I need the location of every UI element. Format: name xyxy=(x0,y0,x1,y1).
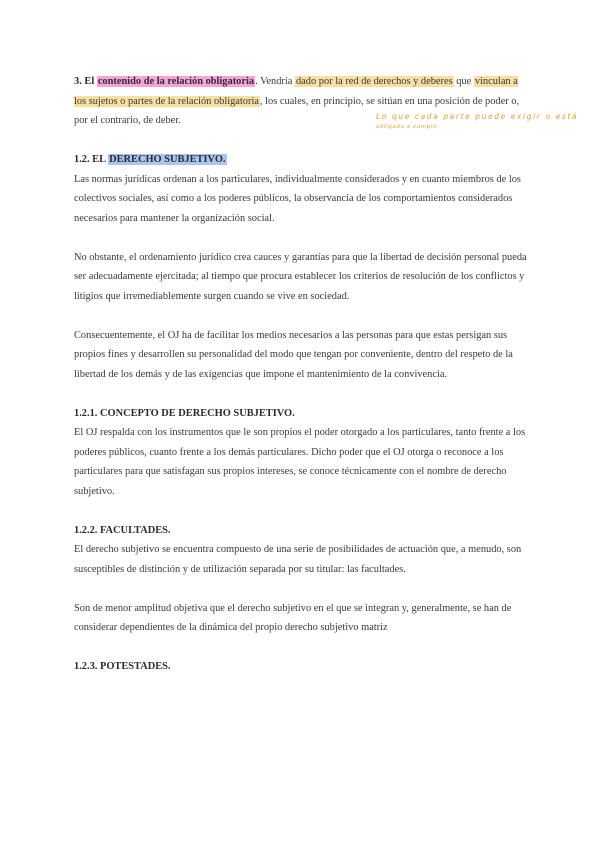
highlight-yellow: dado por la red de derechos y deberes xyxy=(295,76,453,87)
section-3-number: 3. El xyxy=(74,76,97,87)
paragraph: El OJ respalda con los instrumentos que le son propios el poder otorgado a los particulares, tanto frente a los poderes públicos, cuanto frente a los demás particulares. Dicho poder que el OJ otorga o reconoce a los particulares para que satisfagan sus propios intereses, se conoce técnicamente con el nombre de derecho subjetivo. xyxy=(74,427,526,497)
highlight-blue: DERECHO SUBJETIVO. xyxy=(109,154,226,165)
paragraph: No obstante, el ordenamiento jurídico crea cauces y garantías para que la libertad de decisión personal pueda ser adecuadamente ejercitada; al tiempo que procura establecer los criterios de resolución de los conflictos y litigios que irremediablemente surgen cuando se vive en sociedad. xyxy=(74,251,527,302)
paragraph: Son de menor amplitud objetiva que el derecho subjetivo en el que se integran y, generalmente, se han de considerar dependientes de la dinámica del propio derecho subjetivo matriz xyxy=(74,602,512,633)
document-body xyxy=(74,72,530,677)
text-run: que xyxy=(453,76,474,87)
annotation-line-2: obligada a cumplir. xyxy=(376,124,440,130)
highlight-yellow: vinculan a los sujetos o partes de la relación obligatoria xyxy=(74,76,518,107)
paragraph: El derecho subjetivo se encuentra compuesto de una serie de posibilidades de actuación que, a menudo, son susceptibles de distinción y de utilización separada por su titular: las facultades. xyxy=(74,544,522,575)
section-1-2-1-heading: 1.2.1. CONCEPTO DE DERECHO SUBJETIVO. xyxy=(74,407,295,419)
handwritten-annotation xyxy=(376,112,586,132)
section-1-2-heading xyxy=(74,150,530,170)
text-run: , los cuales, en principio, se sitúan en una posición de poder o, por el contrario, de deber. xyxy=(74,95,520,126)
heading-prefix: 1.2. EL xyxy=(74,154,109,165)
text-run: . Vendría xyxy=(255,76,295,87)
paragraph: Consecuentemente, el OJ ha de facilitar los medios necesarios a las personas para que estas persigan sus propios fines y desarrollen su personalidad del modo que tengan por conveniente, dentro del respeto de la libertad de los demás y de las exigencias que impone el mantenimiento de la convivencia. xyxy=(74,329,513,380)
section-1-2-2-heading: 1.2.2. FACULTADES. xyxy=(74,524,171,536)
paragraph: Las normas jurídicas ordenan a los particulares, individualmente considerados y en cuanto miembros de los colectivos sociales, así como a los poderes públicos, la observancia de los comportamientos considerados necesarios para mantener la organización social. xyxy=(74,173,521,224)
annotation-line-1: Lo que cada parte puede exigir o está xyxy=(376,112,579,121)
highlight-pink: contenido de la relación obligatoria xyxy=(97,76,255,87)
section-1-2-3-heading: 1.2.3. POTESTADES. xyxy=(74,661,171,672)
